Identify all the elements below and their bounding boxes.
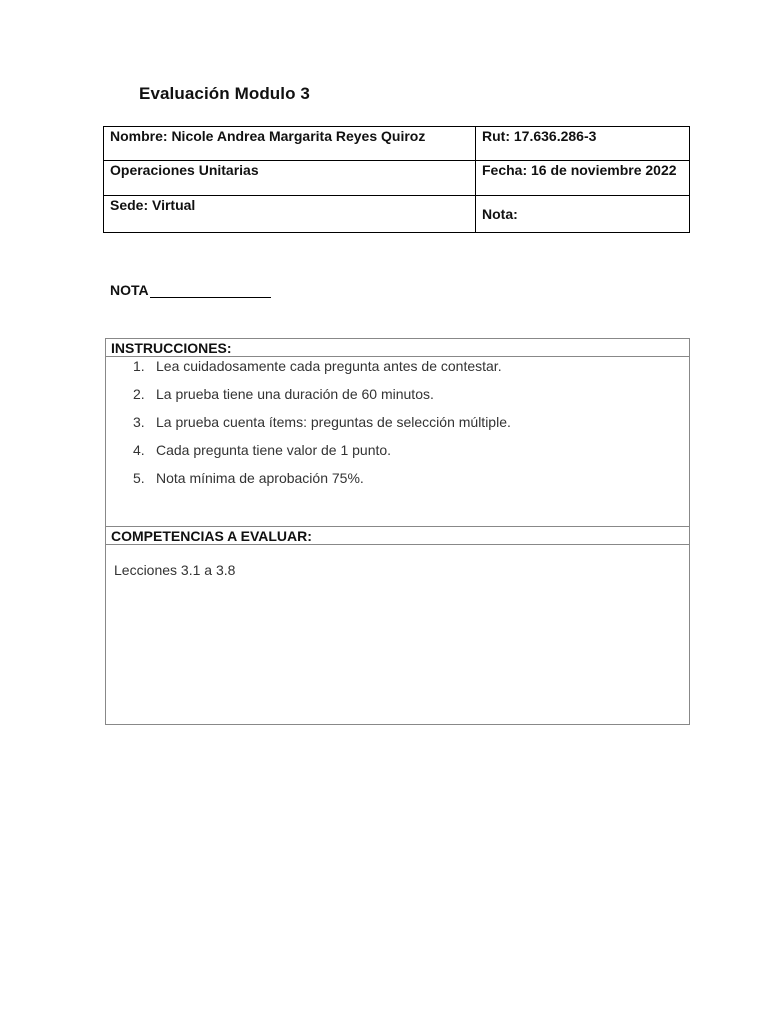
list-number: 3. xyxy=(133,414,145,430)
competencies-box xyxy=(105,527,690,725)
table-row xyxy=(104,127,690,161)
list-item xyxy=(133,357,511,385)
competencies-heading: COMPETENCIAS A EVALUAR: xyxy=(106,527,689,545)
list-text: Lea cuidadosamente cada pregunta antes de contestar. xyxy=(156,358,502,374)
document-title: Evaluación Modulo 3 xyxy=(139,84,310,103)
list-item xyxy=(133,413,511,441)
list-text: La prueba cuenta ítems: preguntas de selección múltiple. xyxy=(156,414,511,430)
table-row xyxy=(104,161,690,196)
grade-line xyxy=(110,282,271,298)
list-text: La prueba tiene una duración de 60 minutos. xyxy=(156,386,434,402)
student-info-table xyxy=(103,126,690,233)
instructions-list xyxy=(133,357,511,497)
competencies-text: Lecciones 3.1 a 3.8 xyxy=(114,562,236,578)
list-item xyxy=(133,441,511,469)
grade-blank[interactable] xyxy=(150,282,271,298)
course-cell: Operaciones Unitarias xyxy=(104,161,476,196)
list-number: 5. xyxy=(133,470,145,486)
list-number: 4. xyxy=(133,442,145,458)
list-number: 1. xyxy=(133,358,145,374)
campus-cell: Sede: Virtual xyxy=(104,196,476,233)
list-number: 2. xyxy=(133,386,145,402)
rut-cell: Rut: 17.636.286-3 xyxy=(476,127,690,161)
grade-cell: Nota: xyxy=(476,196,690,233)
list-item xyxy=(133,385,511,413)
list-item xyxy=(133,469,511,497)
instructions-heading: INSTRUCCIONES: xyxy=(106,339,689,357)
table-row xyxy=(104,196,690,233)
list-text: Cada pregunta tiene valor de 1 punto. xyxy=(156,442,392,458)
list-text: Nota mínima de aprobación 75%. xyxy=(156,470,364,486)
student-name-cell: Nombre: Nicole Andrea Margarita Reyes Quiroz xyxy=(104,127,476,161)
instructions-box xyxy=(105,338,690,527)
date-cell: Fecha: 16 de noviembre 2022 xyxy=(476,161,690,196)
grade-label: NOTA xyxy=(110,282,149,298)
